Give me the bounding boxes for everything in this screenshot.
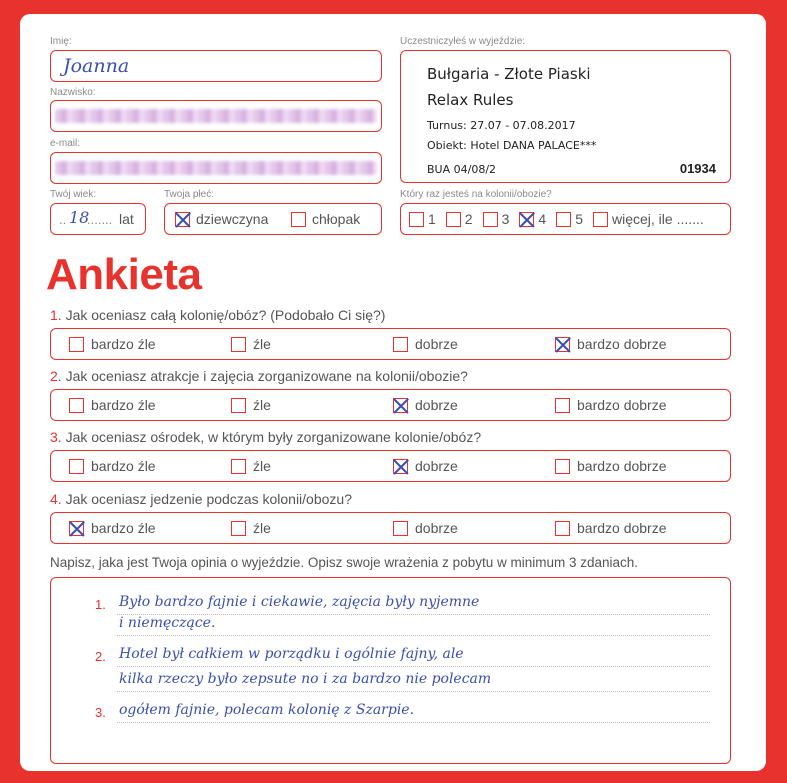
answer-option[interactable] bbox=[231, 390, 271, 420]
times-checkbox-1[interactable] bbox=[409, 212, 424, 227]
handwritten-line: i niemęczące. bbox=[119, 615, 216, 631]
question-number: 4. bbox=[50, 491, 62, 507]
times-checkbox-5[interactable] bbox=[556, 212, 571, 227]
answer-checkbox[interactable] bbox=[393, 459, 408, 474]
answer-label: źle bbox=[253, 520, 271, 536]
times-option-3[interactable] bbox=[483, 211, 510, 227]
question-3-title bbox=[50, 429, 481, 445]
age-field[interactable] bbox=[50, 203, 146, 235]
opinion-box[interactable] bbox=[50, 577, 731, 764]
question-1-answers bbox=[50, 328, 731, 360]
answer-checkbox[interactable] bbox=[555, 459, 570, 474]
writing-line bbox=[117, 635, 710, 636]
surname-label: Nazwisko: bbox=[50, 87, 96, 98]
answer-option[interactable] bbox=[231, 329, 271, 359]
age-unit: lat bbox=[119, 211, 134, 227]
answer-checkbox[interactable] bbox=[555, 337, 570, 352]
question-number: 1. bbox=[50, 307, 62, 323]
line-number: 1. bbox=[95, 597, 106, 612]
times-option-2[interactable] bbox=[446, 211, 473, 227]
question-text: Jak oceniasz całą kolonię/obóz? (Podobało Ci się?) bbox=[61, 307, 386, 323]
writing-line bbox=[117, 722, 710, 723]
times-option-label: 4 bbox=[538, 211, 547, 227]
answer-option[interactable] bbox=[555, 329, 667, 359]
times-checkbox-6[interactable] bbox=[593, 212, 608, 227]
answer-option[interactable] bbox=[69, 513, 156, 543]
answer-option[interactable] bbox=[69, 329, 156, 359]
gender-option-male[interactable] bbox=[291, 211, 360, 227]
answer-label: bardzo źle bbox=[91, 458, 156, 474]
answer-label: dobrze bbox=[415, 397, 458, 413]
times-field bbox=[400, 203, 731, 235]
age-dots: .. bbox=[59, 212, 67, 227]
answer-label: bardzo źle bbox=[91, 397, 156, 413]
times-option-1[interactable] bbox=[409, 211, 436, 227]
answer-option[interactable] bbox=[393, 451, 458, 481]
answer-checkbox[interactable] bbox=[231, 398, 246, 413]
answer-label: bardzo dobrze bbox=[577, 336, 667, 352]
email-field[interactable] bbox=[50, 152, 382, 184]
answer-label: źle bbox=[253, 458, 271, 474]
line-number: 3. bbox=[95, 705, 106, 720]
times-checkbox-4[interactable] bbox=[519, 212, 534, 227]
question-3-answers bbox=[50, 450, 731, 482]
times-option-5[interactable] bbox=[556, 211, 583, 227]
email-redacted bbox=[55, 161, 377, 175]
handwritten-line: kilka rzeczy było zepsute no i za bardzo nie polecam bbox=[119, 671, 492, 687]
trip-turnus: Turnus: 27.07 - 07.08.2017 bbox=[427, 119, 576, 132]
writing-line bbox=[117, 691, 710, 692]
answer-label: bardzo dobrze bbox=[577, 397, 667, 413]
times-label: Który raz jesteś na kolonii/obozie? bbox=[400, 189, 552, 200]
name-value: Joanna bbox=[63, 55, 130, 77]
answer-checkbox[interactable] bbox=[555, 398, 570, 413]
times-option-label: więcej, ile ....... bbox=[611, 211, 704, 227]
trip-number: 01934 bbox=[679, 161, 716, 176]
answer-checkbox[interactable] bbox=[231, 337, 246, 352]
answer-label: dobrze bbox=[415, 336, 458, 352]
age-value: 18 bbox=[69, 208, 90, 227]
trip-label: Uczestniczyłeś w wyjeździe: bbox=[400, 36, 526, 47]
times-option-label: 2 bbox=[464, 211, 473, 227]
handwritten-line: Było bardzo fajnie i ciekawie, zajęcia były nyjemne bbox=[119, 594, 480, 610]
question-4-title bbox=[50, 491, 352, 507]
answer-checkbox[interactable] bbox=[393, 337, 408, 352]
trip-info-box bbox=[400, 50, 731, 183]
times-options bbox=[409, 211, 704, 227]
trip-obiekt: Obiekt: Hotel DANA PALACE*** bbox=[427, 139, 597, 152]
answer-label: bardzo źle bbox=[91, 336, 156, 352]
answer-checkbox[interactable] bbox=[393, 521, 408, 536]
line-number: 2. bbox=[95, 649, 106, 664]
handwritten-line: Hotel był całkiem w porządku i ogólnie fajny, ale bbox=[119, 646, 464, 662]
name-label: Imię: bbox=[50, 36, 72, 47]
gender-male-label: chłopak bbox=[312, 211, 361, 227]
answer-checkbox[interactable] bbox=[69, 521, 84, 536]
times-option-6[interactable] bbox=[593, 211, 704, 227]
question-number: 2. bbox=[50, 368, 62, 384]
opinion-prompt: Napisz, jaka jest Twoja opinia o wyjeździe. Opisz swoje wrażenia z pobytu w minimum 3 zdaniach. bbox=[50, 555, 639, 570]
surname-field[interactable] bbox=[50, 100, 382, 132]
name-field[interactable] bbox=[50, 50, 382, 82]
answer-option[interactable] bbox=[393, 390, 458, 420]
answer-checkbox[interactable] bbox=[69, 398, 84, 413]
writing-line bbox=[117, 666, 710, 667]
answer-label: bardzo źle bbox=[91, 520, 156, 536]
times-checkbox-2[interactable] bbox=[446, 212, 461, 227]
question-2-answers bbox=[50, 389, 731, 421]
age-dots-2: ....... bbox=[87, 212, 113, 227]
page-title: Ankieta bbox=[46, 250, 202, 299]
answer-option[interactable] bbox=[231, 513, 271, 543]
question-text: Jak oceniasz atrakcje i zajęcia zorganizowane na kolonii/obozie? bbox=[61, 368, 468, 384]
answer-label: źle bbox=[253, 336, 271, 352]
answer-label: bardzo dobrze bbox=[577, 520, 667, 536]
answer-checkbox[interactable] bbox=[69, 459, 84, 474]
answer-option[interactable] bbox=[393, 513, 458, 543]
answer-option[interactable] bbox=[555, 390, 667, 420]
answer-label: źle bbox=[253, 397, 271, 413]
gender-label: Twoja płeć: bbox=[164, 189, 215, 200]
answer-option[interactable] bbox=[555, 451, 667, 481]
answer-checkbox[interactable] bbox=[555, 521, 570, 536]
gender-field bbox=[164, 203, 382, 235]
answer-label: bardzo dobrze bbox=[577, 458, 667, 474]
answer-option[interactable] bbox=[231, 451, 271, 481]
question-text: Jak oceniasz jedzenie podczas kolonii/obozu? bbox=[61, 491, 352, 507]
gender-female-label: dziewczyna bbox=[196, 211, 269, 227]
question-2-title bbox=[50, 368, 468, 384]
answer-checkbox[interactable] bbox=[231, 459, 246, 474]
times-option-label: 1 bbox=[428, 211, 436, 227]
answer-option[interactable] bbox=[393, 329, 458, 359]
checkbox-female[interactable] bbox=[175, 212, 190, 227]
survey-sheet bbox=[20, 14, 766, 771]
checkbox-male[interactable] bbox=[291, 212, 306, 227]
answer-label: dobrze bbox=[415, 458, 458, 474]
question-4-answers bbox=[50, 512, 731, 544]
answer-label: dobrze bbox=[415, 520, 458, 536]
times-checkbox-3[interactable] bbox=[483, 212, 498, 227]
answer-checkbox[interactable] bbox=[393, 398, 408, 413]
email-label: e-mail: bbox=[50, 138, 81, 149]
question-text: Jak oceniasz ośrodek, w którym były zorganizowane kolonie/obóz? bbox=[61, 429, 482, 445]
question-1-title bbox=[50, 307, 385, 323]
handwritten-line: ogółem fajnie, polecam kolonię z Szarpie. bbox=[119, 702, 415, 718]
answer-checkbox[interactable] bbox=[231, 521, 246, 536]
times-option-4[interactable] bbox=[519, 211, 546, 227]
surname-redacted bbox=[55, 109, 377, 123]
question-number: 3. bbox=[50, 429, 62, 445]
answer-option[interactable] bbox=[69, 451, 156, 481]
trip-program: Relax Rules bbox=[427, 91, 514, 109]
times-option-label: 3 bbox=[501, 211, 510, 227]
answer-checkbox[interactable] bbox=[69, 337, 84, 352]
trip-code: BUA 04/08/2 bbox=[427, 163, 497, 176]
times-option-label: 5 bbox=[575, 211, 583, 227]
trip-destination: Bułgaria - Złote Piaski bbox=[427, 65, 591, 83]
answer-option[interactable] bbox=[555, 513, 667, 543]
age-label: Twój wiek: bbox=[50, 189, 97, 200]
answer-option[interactable] bbox=[69, 390, 156, 420]
gender-option-female[interactable] bbox=[175, 211, 268, 227]
